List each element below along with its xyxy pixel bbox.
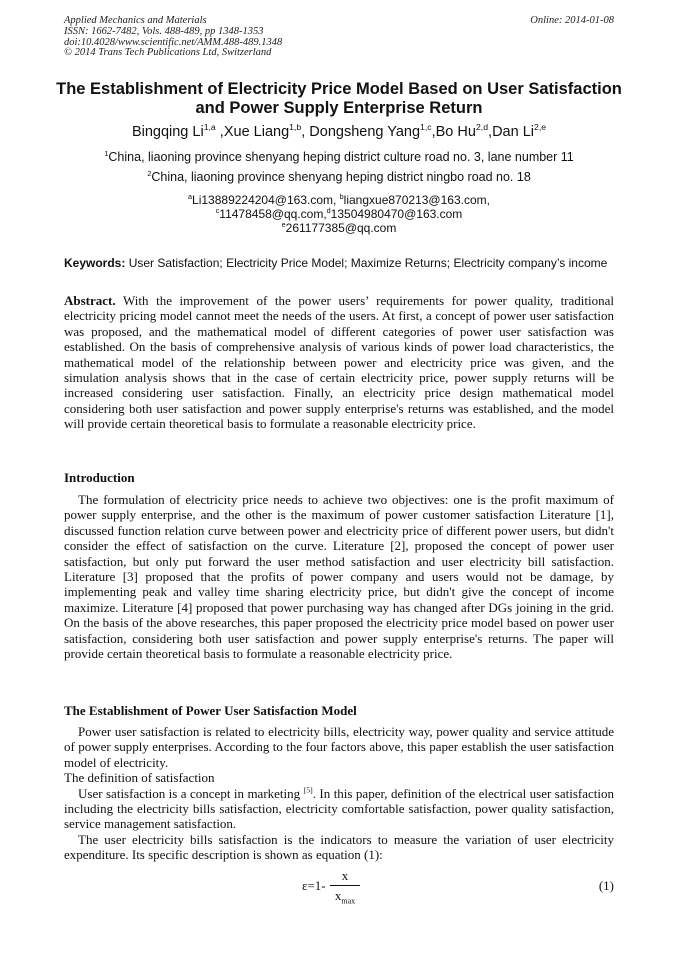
abstract (64, 293, 614, 432)
introduction-heading: Introduction (64, 470, 135, 485)
author-name: Dongsheng Yang (309, 124, 421, 140)
fraction-numerator: x (330, 868, 360, 886)
email-address: 11478458@qq.com, (219, 207, 327, 221)
author-affil-sup: 1,b (289, 122, 302, 133)
email-address: liangxue870213@163.com, (343, 193, 490, 207)
affiliation-text: China, liaoning province shenyang heping district culture road no. 3, lane number 11 (108, 150, 574, 164)
author-separator: , (431, 124, 436, 140)
author-separator: , (301, 124, 310, 140)
email-sup: c (215, 206, 220, 215)
abstract-text: With the improvement of the power users’ requirements for power quality, traditional electricity pricing model cannot meet the needs of the users. At first, a concept of power user satisfaction was proposed, and the mathematical model of different categories of power user satisfaction was established. On the basis of comprehensive analysis of various kinds of power load characteristics, the mathematical model of the relationship between power and electricity price was given, and the simulation analysis shows that in the case of certain electricity price, power supply returns will be increased considering user satisfaction. Finally, an electricity price design mathematical model considering both user satisfaction and power supply enterprise's returns was established, and the model will provide certain theoretical basis to formulate a reasonable electricity price. (64, 293, 614, 432)
section-body (64, 724, 614, 863)
author-name: Dan Li (492, 124, 534, 140)
issn-line: ISSN: 1662-7482, Vols. 488-489, pp 1348-1353 (64, 25, 264, 37)
author-affil-sup: 2,d (475, 122, 489, 133)
author-name: Xue Liang (223, 124, 290, 140)
affiliation-2 (40, 170, 638, 184)
copyright-line: © 2014 Trans Tech Publications Ltd, Switzerland (64, 47, 272, 59)
denominator-base: x (334, 888, 342, 903)
equation-lhs: ε=1- (302, 878, 326, 893)
author-affil-sup: 1,c (420, 122, 432, 133)
keywords-text: User Satisfaction; Electricity Price Model; Maximize Returns; Electricity company’s income (125, 256, 608, 270)
email-sup: d (326, 206, 331, 215)
title-line-1: The Establishment of Electricity Price Model Based on User Satisfaction (56, 80, 622, 98)
equation-number: (1) (598, 878, 614, 893)
author-name: Bo Hu (435, 124, 476, 140)
citation-ref: [5] (303, 785, 313, 795)
section-heading: The Establishment of Power User Satisfaction Model (64, 703, 357, 718)
journal-name: Applied Mechanics and Materials (64, 15, 207, 26)
equation-1 (0, 868, 678, 908)
paragraph-text: User satisfaction is a concept in marketing (78, 785, 304, 801)
equation-fraction (330, 868, 360, 906)
denominator-subscript: max (341, 896, 356, 906)
fraction-denominator (330, 886, 360, 906)
affiliation-sup: 2 (147, 168, 152, 178)
paper-title (50, 80, 628, 118)
email-address: 13504980470@163.com (330, 207, 463, 221)
email-line-1 (40, 193, 638, 207)
title-line-2: and Power Supply Enterprise Return (195, 99, 483, 117)
email-line-2 (40, 207, 638, 221)
email-block (40, 193, 638, 235)
email-sup: b (339, 192, 344, 201)
journal-header (64, 16, 282, 59)
abstract-label: Abstract. (64, 293, 116, 308)
email-address: 261177385@qq.com (285, 221, 397, 235)
author-affil-sup: 1,a (203, 122, 216, 133)
email-address: Li13889224204@163.com, (192, 193, 340, 207)
author-name: Bingqing Li (131, 124, 204, 140)
author-separator: , (488, 124, 493, 140)
author-list (40, 124, 638, 140)
paragraph-text: . In this paper, definition of the electrical user satisfaction including the electricity bills satisfaction, electricity comfortable satisfaction, power quality satisfaction, service management satisfaction. (64, 785, 614, 832)
affiliation-sup: 1 (104, 148, 109, 158)
keywords (64, 256, 614, 270)
author-separator: , (215, 124, 224, 140)
email-sup: e (281, 220, 286, 229)
online-date: Online: 2014-01-08 (530, 15, 614, 26)
section-paragraph-1: Power user satisfaction is related to electricity bills, electricity way, power quality and service attitude of power supply enterprises. According to the four factors above, this paper establish the user satisfaction model of electricity. (64, 724, 614, 770)
affiliation-text: China, liaoning province shenyang heping district ningbo road no. 18 (151, 170, 531, 184)
author-affil-sup: 2,e (533, 122, 547, 133)
affiliation-1 (40, 150, 638, 164)
email-sup: a (188, 192, 193, 201)
keywords-label: Keywords: (64, 256, 126, 270)
section-paragraph-3: The user electricity bills satisfaction is the indicators to measure the variation of user electricity expenditure. Its specific description is shown as equation (1): (64, 831, 614, 863)
subsection-heading: The definition of satisfaction (64, 770, 215, 786)
doi-line: doi:10.4028/www.scientific.net/AMM.488-489.1348 (64, 36, 283, 48)
introduction-paragraph: The formulation of electricity price needs to achieve two objectives: one is the profit maximum of power supply enterprise, and the other is the maximum of power customer satisfaction Literature [1], discussed function relation curve between power and electricity price of different power users, but didn't consider the effect of satisfaction on the curve. Literature [2], proposed the concept of power user satisfaction, but only put forward the user method satisfaction and user electricity bill satisfaction. Literature [3] proposed that the profits of power company and users would not be damage, by implementing peak and valley time sharing electricity price, but didn't give the concept of income maximize. Literature [4] proposed that power purchasing way has changed after DGs joining in the grid. On the basis of the above researches, this paper proposed the electricity price model based on power user satisfaction, considering both user satisfaction and power supply enterprise's returns. The paper will provide certain theoretical basis to formulate a reasonable electricity price. (64, 492, 614, 662)
section-paragraph-2 (64, 786, 614, 832)
email-line-3 (40, 221, 638, 235)
